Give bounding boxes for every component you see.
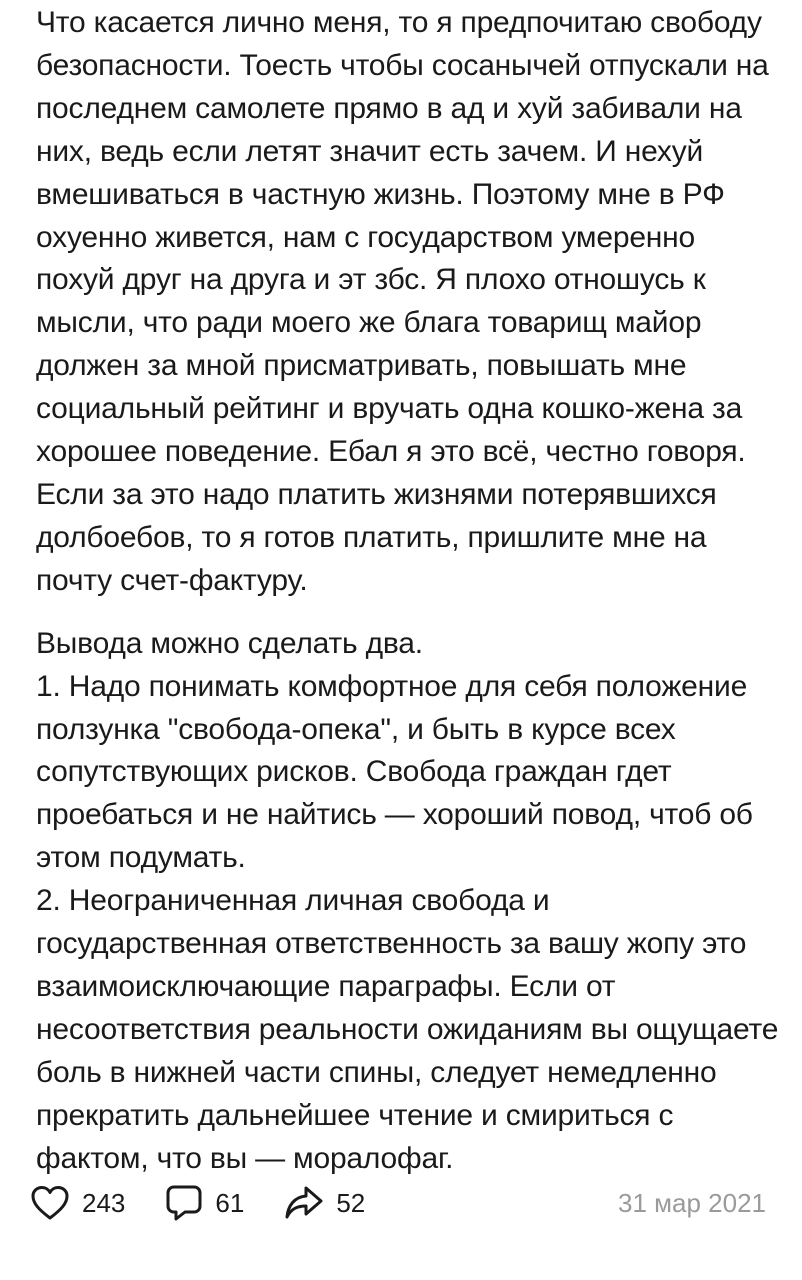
share-count: 52 (336, 1187, 366, 1218)
post-paragraph-3: 1. Надо понимать комфортное для себя положение ползунка "свобода-опека", и быть в курсе всех сопутствующих рисков. Свобода граждан гдет проебаться и не найтись — хороший повод, чтоб об этом подумать. (36, 669, 753, 875)
share-icon (284, 1185, 324, 1221)
like-button[interactable] (30, 1185, 125, 1221)
post (36, 2, 781, 1180)
post-paragraph-4: 2. Неограниченная личная свобода и государственная ответственность за вашу жопу это взаимоисключающие параграфы. Если от несоответствия реальности ожиданиям вы ощущаете боль в нижней части спины, следует немедленно прекратить дальнейшее чтение и смириться с фактом, что вы — моралофаг. (36, 884, 779, 1175)
comment-button[interactable] (165, 1184, 244, 1222)
post-paragraph-2: Вывода можно сделать два. (36, 626, 423, 660)
comment-icon (165, 1184, 203, 1222)
post-text (36, 2, 781, 1180)
share-button[interactable] (284, 1185, 365, 1221)
post-footer (30, 1178, 766, 1228)
post-date: 31 мар 2021 (617, 1187, 766, 1218)
comment-count: 61 (215, 1187, 245, 1218)
heart-icon (30, 1185, 70, 1221)
like-count: 243 (82, 1187, 126, 1218)
post-paragraph-1: Что касается лично меня, то я предпочитаю свободу безопасности. Тоесть чтобы сосанычей отпускали на последнем самолете прямо в ад и хуй забивали на них, ведь если летят значит есть зачем. И нехуй вмешиваться в частную жизнь. Поэтому мне в РФ охуенно живется, нам с государством умеренно похуй друг на друга и эт збс. Я плохо отношусь к мысли, что ради моего же блага товарищ майор должен за мной присматривать, повышать мне социальный рейтинг и вручать одна кошко-жена за хорошее поведение. Ебал я это всё, честно говоря. Если за это надо платить жизнями потерявшихся долбоебов, то я готов платить, пришлите мне на почту счет-фактуру. (36, 6, 769, 597)
